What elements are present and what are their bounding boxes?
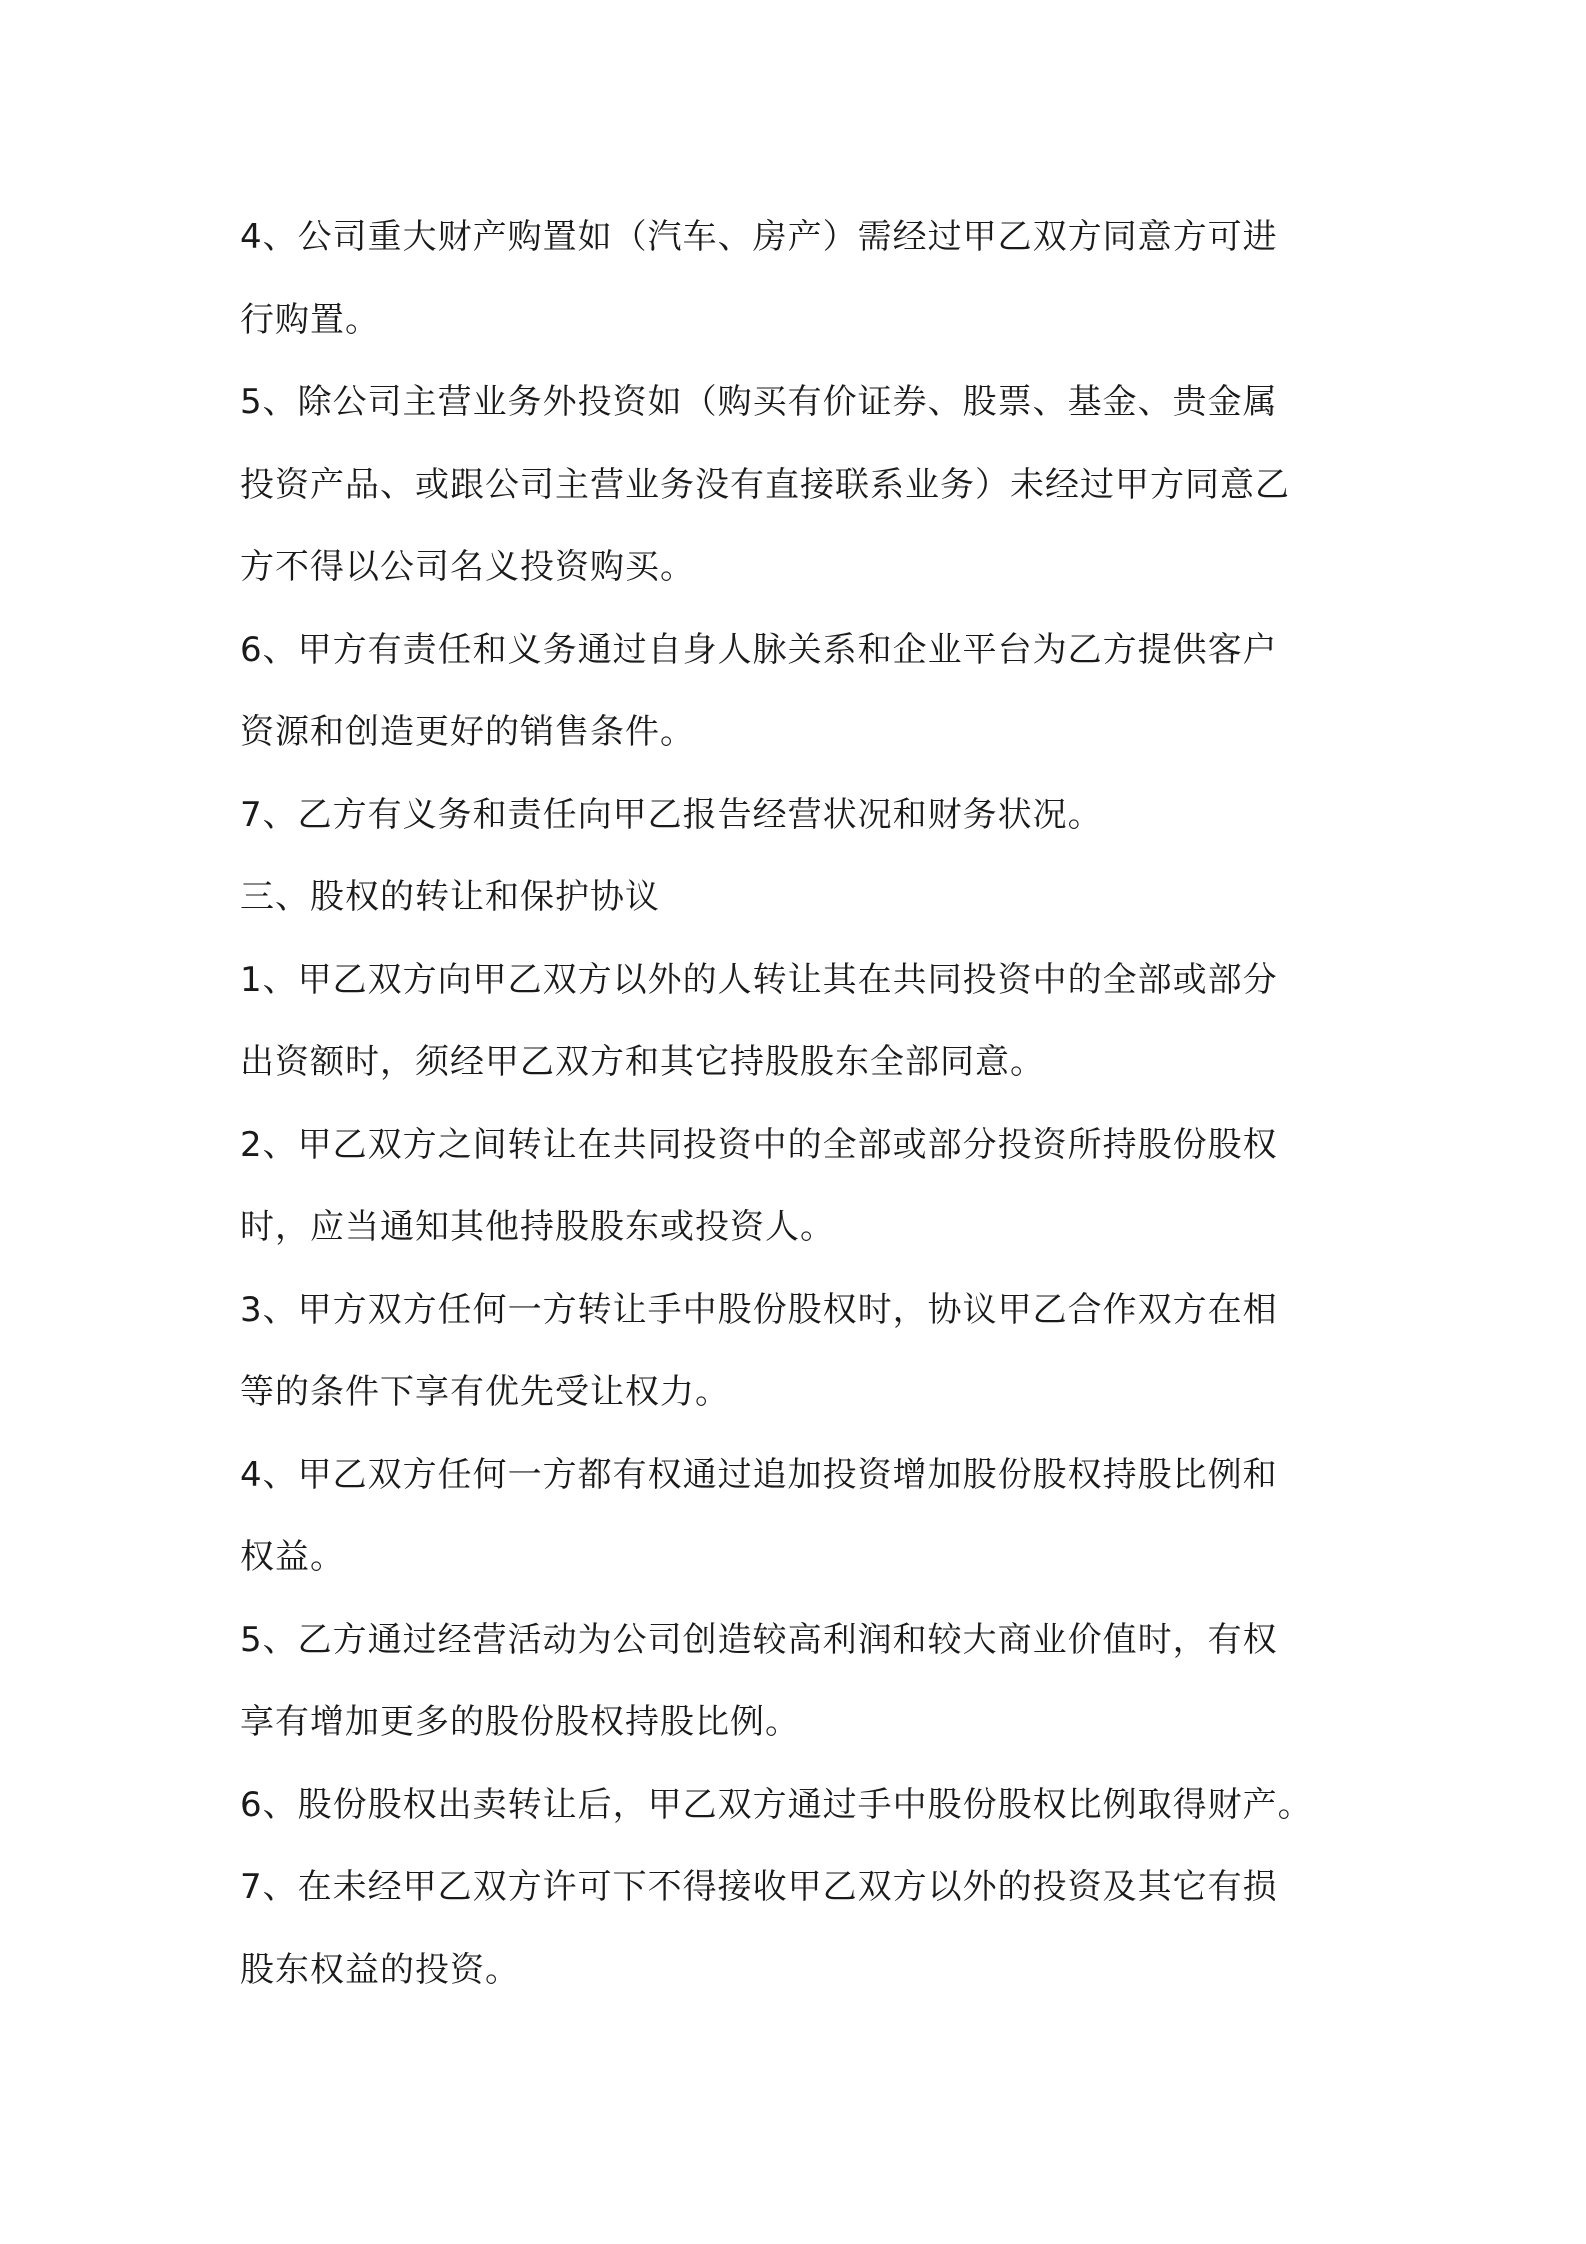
text-line: 6、甲方有责任和义务通过自身人脉关系和企业平台为乙方提供客户 [240,629,1278,670]
text-line: 6、股份股权出卖转让后，甲乙双方通过手中股份股权比例取得财产。 [240,1784,1313,1825]
text-line: 等的条件下享有优先受让权力。 [240,1372,730,1412]
text-line: 股东权益的投资。 [240,1949,520,1990]
text-line: 行购置。 [240,299,380,340]
text-line: 5、乙方通过经营活动为公司创造较高利润和较大商业价值时，有权 [240,1619,1278,1660]
text-line: 3、甲方双方任何一方转让手中股份股权时，协议甲乙合作双方在相 [240,1289,1278,1330]
text-line: 7、在未经甲乙双方许可下不得接收甲乙双方以外的投资及其它有损 [240,1867,1278,1907]
text-line: 2、甲乙双方之间转让在共同投资中的全部或部分投资所持股份股权 [240,1124,1278,1165]
text-line: 权益。 [240,1537,345,1577]
text-line: 享有增加更多的股份股权持股比例。 [240,1702,800,1742]
text-line: 方不得以公司名义投资购买。 [240,547,695,587]
text-line: 1、甲乙双方向甲乙双方以外的人转让其在共同投资中的全部或部分 [240,959,1278,1000]
text-line: 5、除公司主营业务外投资如（购买有价证券、股票、基金、贵金属 [240,382,1278,422]
text-line: 时，应当通知其他持股股东或投资人。 [240,1207,835,1247]
text-line: 出资额时，须经甲乙双方和其它持股股东全部同意。 [240,1042,1045,1082]
text-line: 资源和创造更好的销售条件。 [240,712,695,752]
text-line: 7、乙方有义务和责任向甲乙报告经营状况和财务状况。 [240,794,1103,835]
text-line: 4、公司重大财产购置如（汽车、房产）需经过甲乙双方同意方可进 [240,217,1278,257]
document-page [240,196,1370,2011]
text-line: 投资产品、或跟公司主营业务没有直接联系业务）未经过甲方同意乙 [240,464,1290,505]
section-heading: 三、股权的转让和保护协议 [240,877,660,917]
text-line: 4、甲乙双方任何一方都有权通过追加投资增加股份股权持股比例和 [240,1454,1278,1495]
